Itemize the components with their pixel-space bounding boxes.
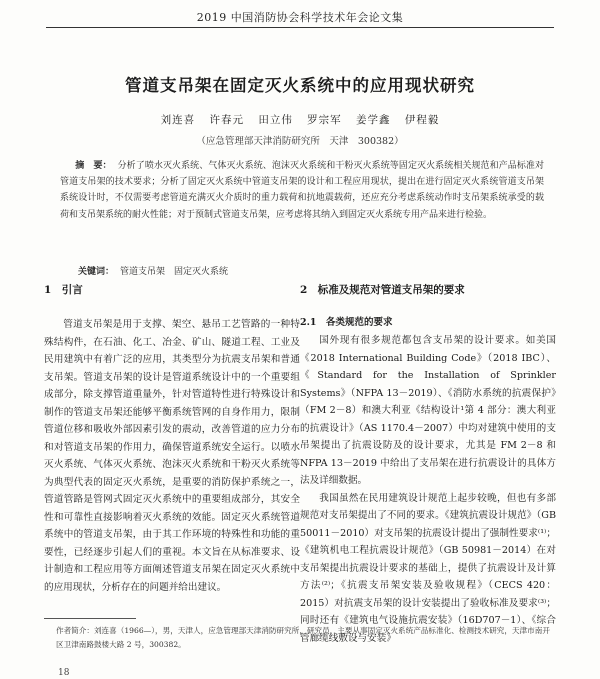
- author-footnote: 作者简介：刘连喜（1966—），男，天津人，应急管理部天津消防研究所，研究员，主要从事固定灭火系统产品标准化、检测技术研究，天津市南开区卫津南路鼓楼大路 2 号，300382。: [56, 626, 550, 649]
- left-column: [44, 278, 300, 596]
- page-number: 18: [58, 668, 70, 678]
- abstract-label: 摘 要：: [75, 161, 112, 171]
- affiliation: （应急管理部天津消防研究所 天津 300382）: [196, 136, 404, 147]
- section-1-paragraph: 管道支吊架是用于支撑、架空、悬吊工艺管路的一种特殊结构件，在石油、化工、冶金、矿山、隧道工程、工业及民用建筑中有着广泛的应用，其类型分为抗震支吊架和普通支吊架。管道支吊架的设计是管道系统设计中的一个重要组成部分，除支撑管道重量外，针对管道特性进行特殊设计和制作的管道支吊架还能够平衡系统管网的自身作用力，限制管道位移和吸收外部因素引发的震动，改善管道的应力分布和对管道支吊架的作用力，确保管道系统安全运行。以喷水灭火系统、气体灭火系统、泡沫灭火系统和干粉灭火系统等为典型代表的固定灭火系统，是重要的消防保护系统之一，管道管路是管网式固定灭火系统中的重要组成部分，其安全性和可靠性直接影响着灭火系统的效能。固定灭火系统管道系统中的管道支吊架，由于其工作环境的特殊性和功能的重要性，已经逐步引起人们的重视。本文旨在从标准要求、设计制造和工程应用等方面阐述管道支吊架在固定灭火系统中的应用现状，分析存在的问题并给出建议。: [44, 319, 300, 593]
- header-rule: [46, 27, 554, 28]
- section-2-paragraph-2: 我国虽然在民用建筑设计规范上起步较晚，但也有多部规范对支吊架提出了不同的要求。《建筑抗震设计规范》（GB 50011－2010）对支吊架的抗震设计提出了强制性要求⁽¹⁾；《建筑机电工程抗震设计规范》（GB 50981－2014）在对支吊架提出抗震设计要求的基础上，提供了抗震设计及计算方法⁽²⁾；《抗震支吊架安装及验收规程》（CECS 420：2015）对抗震支吊架的设计安装提出了验收标准及要求⁽³⁾；同时还有《建筑电气设施抗震安装》（16D707－1）、《综合管廊缆线敷设与安装》: [300, 492, 556, 644]
- right-column: [300, 278, 556, 647]
- running-header: 2019 中国消防协会科学技术年会论文集: [196, 11, 404, 24]
- author: 许春元: [209, 114, 244, 126]
- author: 伊程毅: [404, 114, 440, 126]
- section-2-1-heading: 2.1 各类规范的要求: [300, 317, 393, 328]
- author: 刘连喜: [160, 114, 196, 126]
- keywords-label: 关键词：: [78, 267, 115, 277]
- author: 罗宗军: [307, 114, 342, 126]
- keywords: [78, 264, 548, 277]
- footnote-rule: [44, 618, 136, 619]
- section-2-paragraph-1: 国外现有很多规范都包含支吊架的设计要求。如美国《2018 International Building Code》（2018 IBC）、《Standard for the Installation of Sprinkler Systems》（NFPA 13－2019）、《消防水系统的抗震保护》（FM 2－8）和澳大利亚《结构设计¹第 4 部分：澳大利亚的抗震设计》（AS 1170.4－2007）中均对建筑中使用的支吊架提出了抗震设防及的设计要求，尤其是 FM 2－8 和 NFPA 13－2019 中给出了支吊架在进行抗震设计的具体方法及详细数据。: [300, 335, 556, 486]
- abstract: [60, 158, 544, 223]
- section-2-heading: 2 标准及规范对管道支吊架的要求: [300, 284, 465, 296]
- paper-title: 管道支吊架在固定灭火系统中的应用现状研究: [125, 76, 475, 95]
- author: 田立伟: [258, 114, 293, 126]
- section-1-heading: 1 引言: [44, 284, 83, 296]
- keywords-text: 管道支吊架 固定灭火系统: [120, 267, 229, 277]
- author-list: [0, 112, 600, 127]
- abstract-text: 分析了喷水灭火系统、气体灭火系统、泡沫灭火系统和干粉灭火系统等固定灭火系统相关规范和产品标准对管道支吊架的技术要求；分析了固定灭火系统中管道支吊架的设计和工程应用现状，提出在进行固定灭火系统管道支吊架系统设计时，不仅需要考虑管道充满灭火介质时的重力载荷和抗地震载荷，还应充分考虑系统动作时支吊架系统承受的载荷和支吊架系统的耐火性能；对于预制式管道支吊架，应考虑将其纳入到固定灭火系统专用产品来进行检验。: [60, 161, 544, 220]
- author: 姜学鑫: [356, 114, 391, 126]
